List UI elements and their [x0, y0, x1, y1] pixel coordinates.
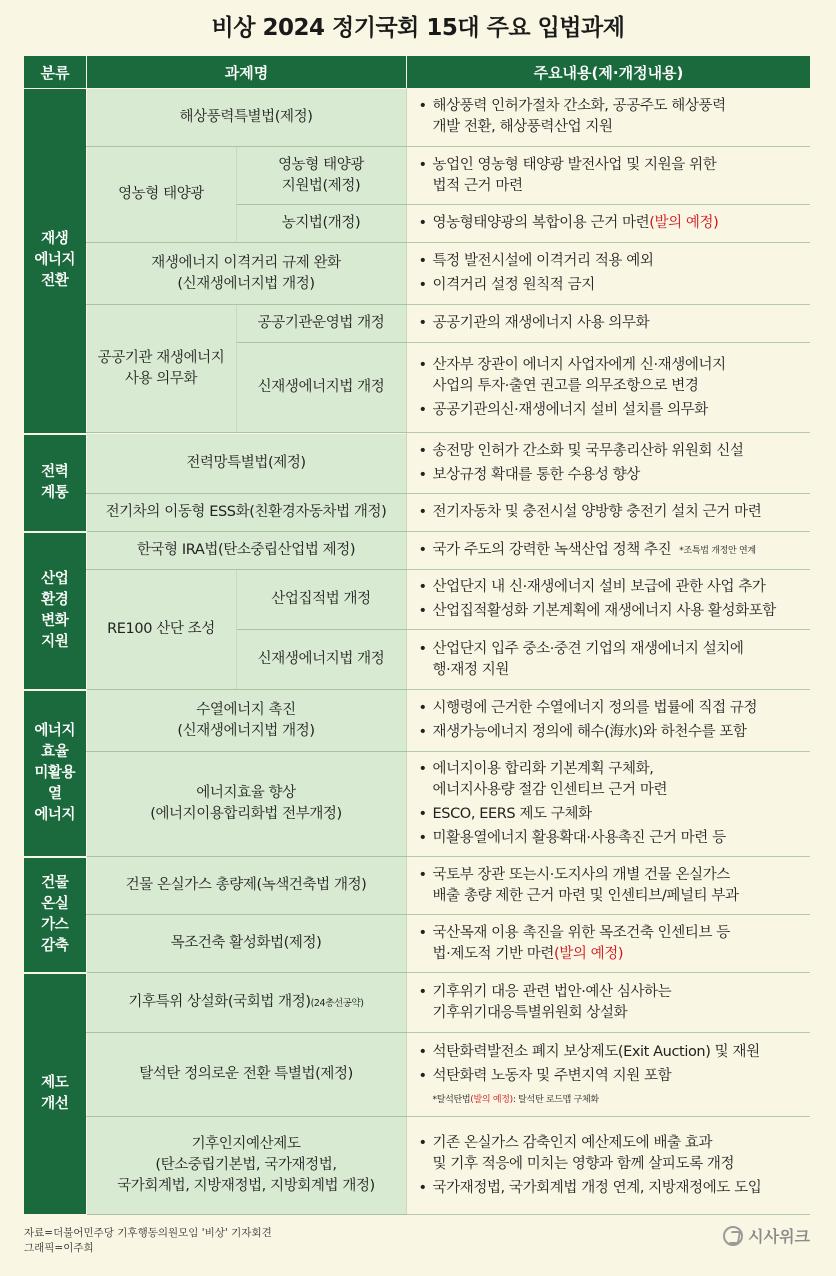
task-name: 영농형 태양광: [86, 147, 236, 243]
content-item: • 시행령에 근거한 수열에너지 정의를 법률에 직접 규정: [419, 698, 803, 719]
page-title: 비상 2024 정기국회 15대 주요 입법과제: [211, 15, 625, 41]
content-note: *조특법 개정안 연계: [679, 545, 756, 556]
task-name-note: (24총선공약): [310, 997, 364, 1009]
content-item: • 송전망 인허가 간소화 및 국무총리산하 위원회 신설: [419, 441, 803, 462]
content-text: 국가 주도의 강력한 녹색산업 정책 추진: [432, 541, 672, 558]
content-item: • 전기자동차 및 충전시설 양방향 충전기 설치 근거 마련: [419, 502, 803, 523]
task-content: [406, 494, 810, 532]
table-row: [24, 147, 810, 205]
content-item: • 석탄화력발전소 폐지 보상제도(Exit Auction) 및 재원: [419, 1042, 803, 1063]
content-item: • 산업단지 입주 중소·중견 기업의 재생에너지 설치에 행·재정 지원: [419, 639, 803, 681]
content-item: • ESCO, EERS 제도 구체화: [419, 804, 803, 825]
content-item: • 미활용열에너지 활용확대·사용촉진 근거 마련 등: [419, 828, 803, 849]
content-item: • 산업집적활성화 기본계획에 재생에너지 사용 활성화포함: [419, 601, 803, 622]
table-row: [24, 915, 810, 973]
task-name: 공공기관 재생에너지 사용 의무화: [86, 305, 236, 433]
sub-task-name: 농지법(개정): [236, 205, 406, 243]
task-content: [406, 1117, 810, 1215]
content-text: 영농형태양광의 복합이용 근거 마련: [432, 215, 650, 231]
task-content: [406, 89, 810, 147]
sub-task-name: 신재생에너지법 개정: [236, 343, 406, 433]
task-content: [406, 434, 810, 494]
task-name: 전기차의 이동형 ESS화(친환경자동차법 개정): [86, 494, 406, 532]
task-name: 전력망특별법(제정): [86, 434, 406, 494]
task-content: [406, 857, 810, 915]
content-item: [419, 213, 803, 234]
pending-badge: (발의 예정): [649, 215, 719, 231]
sub-task-name: 공공기관운영법 개정: [236, 305, 406, 343]
content-item: • 산자부 장관이 에너지 사업자에게 신·재생에너지 사업의 투자·출연 권고를 의무조항으로 변경: [419, 355, 803, 397]
table-row: [24, 690, 810, 752]
task-content: [406, 1033, 810, 1117]
graphic-credit: 그래픽=이주희: [24, 1242, 94, 1254]
task-name: 기후인지예산제도 (탄소중립기본법, 국가재정법, 국가회계법, 지방재정법, 지방회계법 개정): [86, 1117, 406, 1215]
header-task: 과제명: [86, 56, 406, 88]
content-item: [419, 923, 803, 965]
task-content: [406, 915, 810, 973]
task-name: 목조건축 활성화법(제정): [86, 915, 406, 973]
table-row: [24, 305, 810, 343]
table-row: [24, 494, 810, 532]
task-name: 재생에너지 이격거리 규제 완화 (신재생에너지법 개정): [86, 243, 406, 305]
content-item: • 석탄화력 노동자 및 주변지역 지원 포함: [419, 1066, 803, 1087]
sub-task-name: 신재생에너지법 개정: [236, 630, 406, 690]
task-name: 한국형 IRA법(탄소중립산업법 제정): [86, 532, 406, 570]
task-content: [406, 973, 810, 1033]
task-content: [406, 147, 810, 205]
task-content: [406, 690, 810, 752]
table-row: [24, 570, 810, 630]
task-name-text: 기후특위 상설화(국회법 개정): [128, 993, 311, 1010]
task-content: [406, 630, 810, 690]
table-row: [24, 752, 810, 857]
task-name: 해상풍력특별법(제정): [86, 89, 406, 147]
footer-credits: [24, 1226, 272, 1256]
legislation-table: [24, 88, 810, 1216]
content-item: • 특정 발전시설에 이격거리 적용 예외: [419, 251, 803, 272]
task-name: 수열에너지 촉진 (신재생에너지법 개정): [86, 690, 406, 752]
task-content: [406, 305, 810, 343]
content-item: • 산업단지 내 신·재생에너지 설비 보급에 관한 사업 추가: [419, 577, 803, 598]
category-label: 에너지 효율 미활용 열 에너지: [24, 690, 86, 857]
task-content: [406, 343, 810, 433]
content-item: • 기존 온실가스 감축인지 예산제도에 배출 효과 및 기후 적응에 미치는 영향과 함께 살피도록 개정: [419, 1133, 803, 1175]
content-item: • 국토부 장관 또는시·도지사의 개별 건물 온실가스 배출 총량 제한 근거 마련 및 인센티브/페널티 부과: [419, 865, 803, 907]
table-row: [24, 1033, 810, 1117]
task-content: [406, 752, 810, 857]
table-row: [24, 532, 810, 570]
content-item: [419, 540, 803, 562]
table-row: [24, 89, 810, 147]
table-row: [24, 434, 810, 494]
note-text: *탈석탄법: [432, 1094, 471, 1105]
content-item: • 기후위기 대응 관련 법안·예산 심사하는 기후위기대응특별위원회 상설화: [419, 982, 803, 1024]
task-name: 탈석탄 정의로운 전환 특별법(제정): [86, 1033, 406, 1117]
content-item: • 재생가능에너지 정의에 해수(海水)와 하천수를 포함: [419, 722, 803, 743]
category-label: 건물 온실 가스 감축: [24, 857, 86, 973]
content-item: • 농업인 영농형 태양광 발전사업 및 지원을 위한 법적 근거 마련: [419, 155, 803, 197]
source-credit: 자료=더불어민주당 기후행동의원모임 '비상' 기자회견: [24, 1227, 272, 1239]
content-item: • 공공기관의신·재생에너지 설비 설치를 의무화: [419, 400, 803, 421]
table-row: [24, 857, 810, 915]
publisher-logo: [723, 1224, 810, 1247]
task-content: [406, 243, 810, 305]
sub-task-name: 영농형 태양광 지원법(제정): [236, 147, 406, 205]
note-text: : 탈석탄 로드맵 구체화: [512, 1094, 599, 1105]
content-text: 국산목재 이용 촉진을 위한 목조건축 인센티브 등 법·제도적 기반 마련: [432, 924, 730, 962]
pending-badge: (발의 예정): [554, 945, 624, 962]
task-content: [406, 205, 810, 243]
task-content: [406, 570, 810, 630]
task-name: 에너지효율 향상 (에너지이용합리화법 전부개정): [86, 752, 406, 857]
content-item: • 에너지이용 합리화 기본계획 구체화, 에너지사용량 절감 인센티브 근거 마련: [419, 759, 803, 801]
table-row: [24, 973, 810, 1033]
content-item: • 해상풍력 인허가절차 간소화, 공공주도 해상풍력 개발 전환, 해상풍력산업 지원: [419, 96, 803, 138]
table-row: [24, 243, 810, 305]
table-row: [24, 1117, 810, 1215]
content-item: • 이격거리 설정 원칙적 금지: [419, 275, 803, 296]
task-name: RE100 산단 조성: [86, 570, 236, 690]
task-name: 건물 온실가스 총량제(녹색건축법 개정): [86, 857, 406, 915]
header-content: 주요내용(제·개정내용): [406, 56, 810, 88]
sisaweek-logo-icon: [723, 1226, 743, 1246]
category-label: 전력 계통: [24, 434, 86, 532]
content-item: • 국가재정법, 국가회계법 개정 연계, 지방재정에도 도입: [419, 1178, 803, 1199]
sub-task-name: 산업집적법 개정: [236, 570, 406, 630]
pending-badge: (발의 예정): [470, 1094, 513, 1105]
category-label: 산업 환경 변화 지원: [24, 532, 86, 690]
task-content: [406, 532, 810, 570]
category-label: 제도 개선: [24, 973, 86, 1215]
content-item: • 보상규정 확대를 통한 수용성 향상: [419, 465, 803, 486]
category-label: 재생 에너지 전환: [24, 89, 86, 434]
logo-text: 시사위크: [748, 1227, 810, 1246]
header-category: 분류: [24, 56, 86, 88]
content-note: [419, 1090, 803, 1111]
content-item: • 공공기관의 재생에너지 사용 의무화: [419, 313, 803, 334]
task-name: [86, 973, 406, 1033]
